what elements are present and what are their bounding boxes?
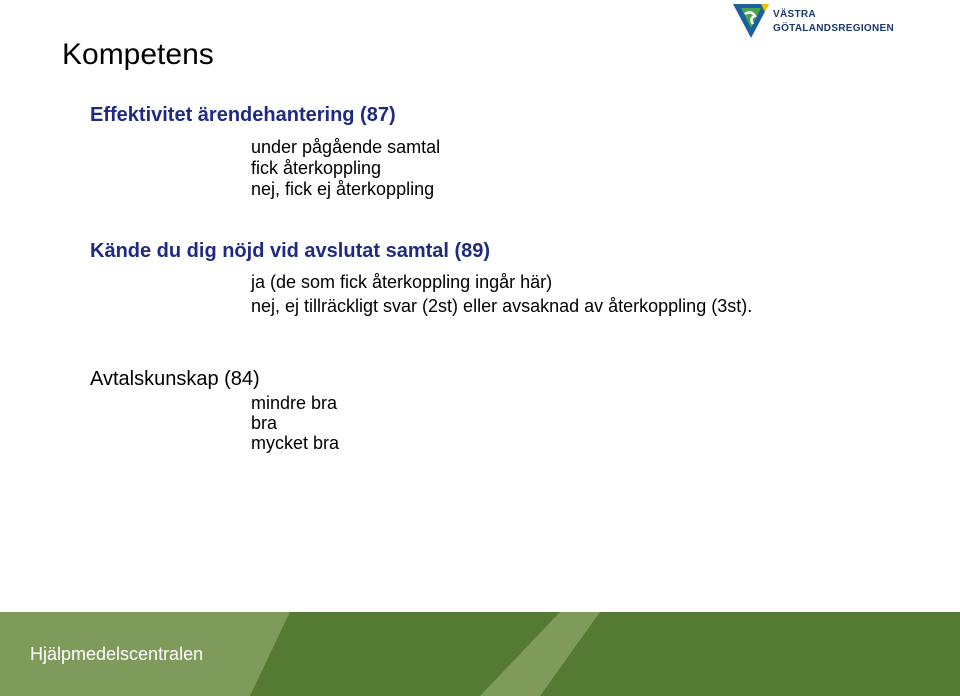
item-text: nej, ej tillräckligt svar (2st) eller avsaknad av återkoppling (3st). bbox=[251, 296, 753, 316]
item-text: nej, fick ej återkoppling bbox=[251, 179, 435, 199]
section-heading: Kände du dig nöjd vid avslutat samtal (89) bbox=[90, 240, 491, 262]
item-text: mindre bra bbox=[251, 393, 338, 413]
item-text: mycket bra bbox=[251, 433, 340, 453]
footer-text: Hjälpmedelscentralen bbox=[30, 644, 204, 664]
slide-title: Kompetens bbox=[62, 38, 214, 71]
item-text: ja (de som fick återkoppling ingår här) bbox=[251, 272, 553, 292]
footer-band bbox=[0, 612, 960, 696]
region-logo bbox=[733, 4, 913, 44]
logo-line2: GÖTALANDSREGIONEN bbox=[773, 23, 895, 34]
item-text: fick återkoppling bbox=[251, 158, 382, 178]
logo-line1: VÄSTRA bbox=[773, 9, 816, 20]
section-heading: Effektivitet ärendehantering (87) bbox=[90, 104, 396, 126]
section-heading: Avtalskunskap (84) bbox=[90, 368, 260, 390]
item-text: bra bbox=[251, 413, 278, 433]
item-text: under pågående samtal bbox=[251, 137, 441, 157]
logo-emblem-icon bbox=[733, 4, 769, 40]
